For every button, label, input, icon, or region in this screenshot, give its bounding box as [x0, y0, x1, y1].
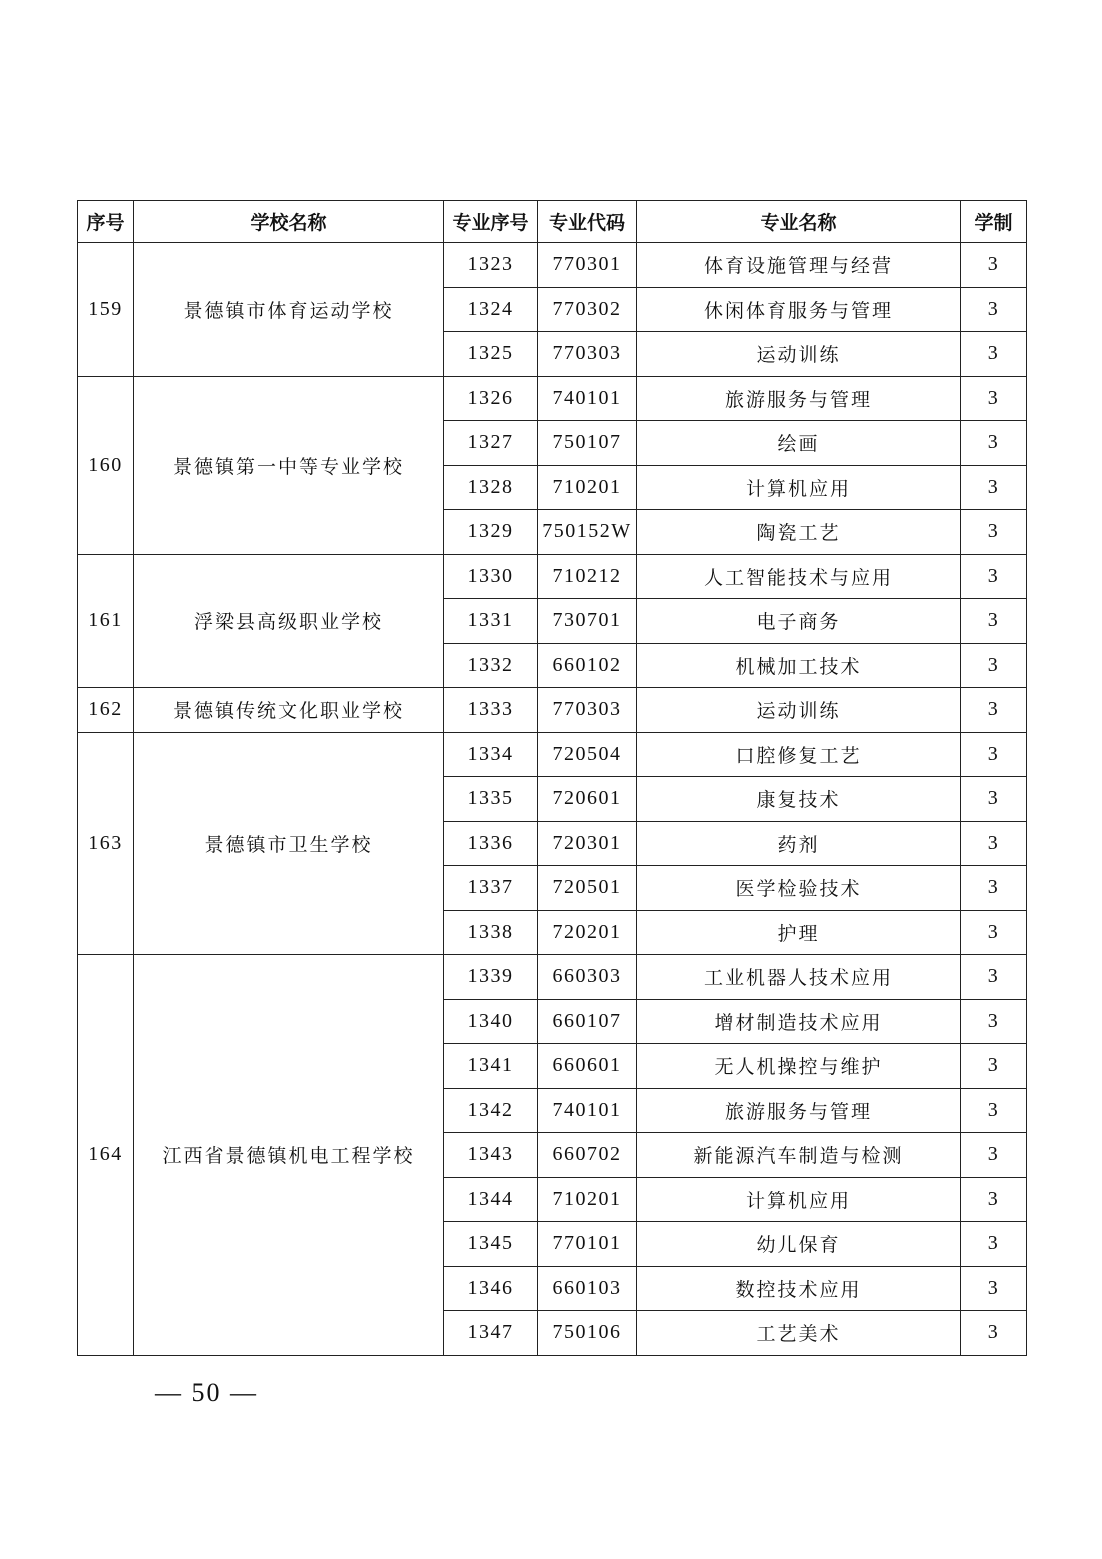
major-code-cell: 770302: [538, 287, 637, 332]
duration-cell: 3: [961, 332, 1027, 377]
major-seq-cell: 1326: [444, 376, 538, 421]
major-name-cell: 口腔修复工艺: [637, 732, 961, 777]
duration-cell: 3: [961, 821, 1027, 866]
major-seq-cell: 1337: [444, 866, 538, 911]
school-name-cell: 景德镇市体育运动学校: [134, 243, 444, 377]
major-name-cell: 药剂: [637, 821, 961, 866]
major-code-cell: 770303: [538, 332, 637, 377]
major-name-cell: 人工智能技术与应用: [637, 554, 961, 599]
major-seq-cell: 1329: [444, 510, 538, 555]
major-code-cell: 750152W: [538, 510, 637, 555]
duration-cell: 3: [961, 866, 1027, 911]
major-code-cell: 710201: [538, 465, 637, 510]
major-name-cell: 计算机应用: [637, 465, 961, 510]
major-seq-cell: 1338: [444, 910, 538, 955]
school-seq-cell: 162: [78, 688, 134, 733]
major-name-cell: 旅游服务与管理: [637, 376, 961, 421]
duration-cell: 3: [961, 999, 1027, 1044]
duration-cell: 3: [961, 376, 1027, 421]
major-seq-cell: 1336: [444, 821, 538, 866]
major-seq-cell: 1328: [444, 465, 538, 510]
duration-cell: 3: [961, 1311, 1027, 1356]
major-name-cell: 工艺美术: [637, 1311, 961, 1356]
header-duration: 学制: [961, 201, 1027, 243]
major-code-cell: 720201: [538, 910, 637, 955]
major-seq-cell: 1325: [444, 332, 538, 377]
duration-cell: 3: [961, 599, 1027, 644]
school-seq-cell: 161: [78, 554, 134, 688]
school-seq-cell: 164: [78, 955, 134, 1356]
majors-table: [77, 200, 1027, 1356]
school-name-cell: 景德镇第一中等专业学校: [134, 376, 444, 554]
major-name-cell: 电子商务: [637, 599, 961, 644]
duration-cell: 3: [961, 955, 1027, 1000]
table-row: [78, 554, 1027, 599]
duration-cell: 3: [961, 732, 1027, 777]
header-school-name: 学校名称: [134, 201, 444, 243]
duration-cell: 3: [961, 1177, 1027, 1222]
major-code-cell: 770101: [538, 1222, 637, 1267]
major-code-cell: 730701: [538, 599, 637, 644]
duration-cell: 3: [961, 777, 1027, 822]
major-name-cell: 护理: [637, 910, 961, 955]
major-code-cell: 710212: [538, 554, 637, 599]
duration-cell: 3: [961, 465, 1027, 510]
major-seq-cell: 1331: [444, 599, 538, 644]
duration-cell: 3: [961, 688, 1027, 733]
major-code-cell: 660303: [538, 955, 637, 1000]
header-seq: 序号: [78, 201, 134, 243]
major-seq-cell: 1345: [444, 1222, 538, 1267]
major-code-cell: 660601: [538, 1044, 637, 1089]
header-major-seq: 专业序号: [444, 201, 538, 243]
table-row: [78, 243, 1027, 288]
major-code-cell: 660103: [538, 1266, 637, 1311]
table-row: [78, 376, 1027, 421]
duration-cell: 3: [961, 421, 1027, 466]
school-name-cell: 景德镇市卫生学校: [134, 732, 444, 955]
major-name-cell: 机械加工技术: [637, 643, 961, 688]
major-seq-cell: 1340: [444, 999, 538, 1044]
table-row: [78, 688, 1027, 733]
major-code-cell: 720601: [538, 777, 637, 822]
major-name-cell: 无人机操控与维护: [637, 1044, 961, 1089]
major-seq-cell: 1323: [444, 243, 538, 288]
major-name-cell: 绘画: [637, 421, 961, 466]
duration-cell: 3: [961, 1133, 1027, 1178]
school-name-cell: 景德镇传统文化职业学校: [134, 688, 444, 733]
header-major-code: 专业代码: [538, 201, 637, 243]
duration-cell: 3: [961, 510, 1027, 555]
major-code-cell: 660102: [538, 643, 637, 688]
major-seq-cell: 1343: [444, 1133, 538, 1178]
major-seq-cell: 1341: [444, 1044, 538, 1089]
major-seq-cell: 1324: [444, 287, 538, 332]
major-seq-cell: 1334: [444, 732, 538, 777]
major-seq-cell: 1344: [444, 1177, 538, 1222]
major-name-cell: 医学检验技术: [637, 866, 961, 911]
major-code-cell: 770301: [538, 243, 637, 288]
duration-cell: 3: [961, 554, 1027, 599]
duration-cell: 3: [961, 1044, 1027, 1089]
table-header: [78, 201, 1027, 243]
major-code-cell: 750106: [538, 1311, 637, 1356]
major-name-cell: 休闲体育服务与管理: [637, 287, 961, 332]
major-code-cell: 720301: [538, 821, 637, 866]
major-name-cell: 新能源汽车制造与检测: [637, 1133, 961, 1178]
header-major-name: 专业名称: [637, 201, 961, 243]
header-row: [78, 201, 1027, 243]
table-row: [78, 955, 1027, 1000]
duration-cell: 3: [961, 1222, 1027, 1267]
major-seq-cell: 1339: [444, 955, 538, 1000]
major-name-cell: 幼儿保育: [637, 1222, 961, 1267]
major-name-cell: 运动训练: [637, 688, 961, 733]
major-code-cell: 710201: [538, 1177, 637, 1222]
major-seq-cell: 1330: [444, 554, 538, 599]
major-code-cell: 660107: [538, 999, 637, 1044]
major-code-cell: 720504: [538, 732, 637, 777]
major-name-cell: 增材制造技术应用: [637, 999, 961, 1044]
major-name-cell: 运动训练: [637, 332, 961, 377]
major-name-cell: 旅游服务与管理: [637, 1088, 961, 1133]
major-name-cell: 工业机器人技术应用: [637, 955, 961, 1000]
duration-cell: 3: [961, 1088, 1027, 1133]
major-code-cell: 750107: [538, 421, 637, 466]
major-seq-cell: 1332: [444, 643, 538, 688]
school-name-cell: 江西省景德镇机电工程学校: [134, 955, 444, 1356]
major-code-cell: 660702: [538, 1133, 637, 1178]
major-seq-cell: 1342: [444, 1088, 538, 1133]
school-seq-cell: 160: [78, 376, 134, 554]
table-row: [78, 732, 1027, 777]
major-name-cell: 计算机应用: [637, 1177, 961, 1222]
major-name-cell: 陶瓷工艺: [637, 510, 961, 555]
table-body: [78, 243, 1027, 1356]
major-seq-cell: 1333: [444, 688, 538, 733]
page-number: — 50 —: [155, 1378, 258, 1407]
major-name-cell: 康复技术: [637, 777, 961, 822]
major-seq-cell: 1335: [444, 777, 538, 822]
major-name-cell: 数控技术应用: [637, 1266, 961, 1311]
major-code-cell: 740101: [538, 1088, 637, 1133]
duration-cell: 3: [961, 1266, 1027, 1311]
school-seq-cell: 163: [78, 732, 134, 955]
major-seq-cell: 1346: [444, 1266, 538, 1311]
major-seq-cell: 1347: [444, 1311, 538, 1356]
duration-cell: 3: [961, 287, 1027, 332]
major-code-cell: 720501: [538, 866, 637, 911]
duration-cell: 3: [961, 910, 1027, 955]
major-code-cell: 770303: [538, 688, 637, 733]
school-name-cell: 浮梁县高级职业学校: [134, 554, 444, 688]
duration-cell: 3: [961, 643, 1027, 688]
school-seq-cell: 159: [78, 243, 134, 377]
duration-cell: 3: [961, 243, 1027, 288]
major-code-cell: 740101: [538, 376, 637, 421]
major-seq-cell: 1327: [444, 421, 538, 466]
major-name-cell: 体育设施管理与经营: [637, 243, 961, 288]
